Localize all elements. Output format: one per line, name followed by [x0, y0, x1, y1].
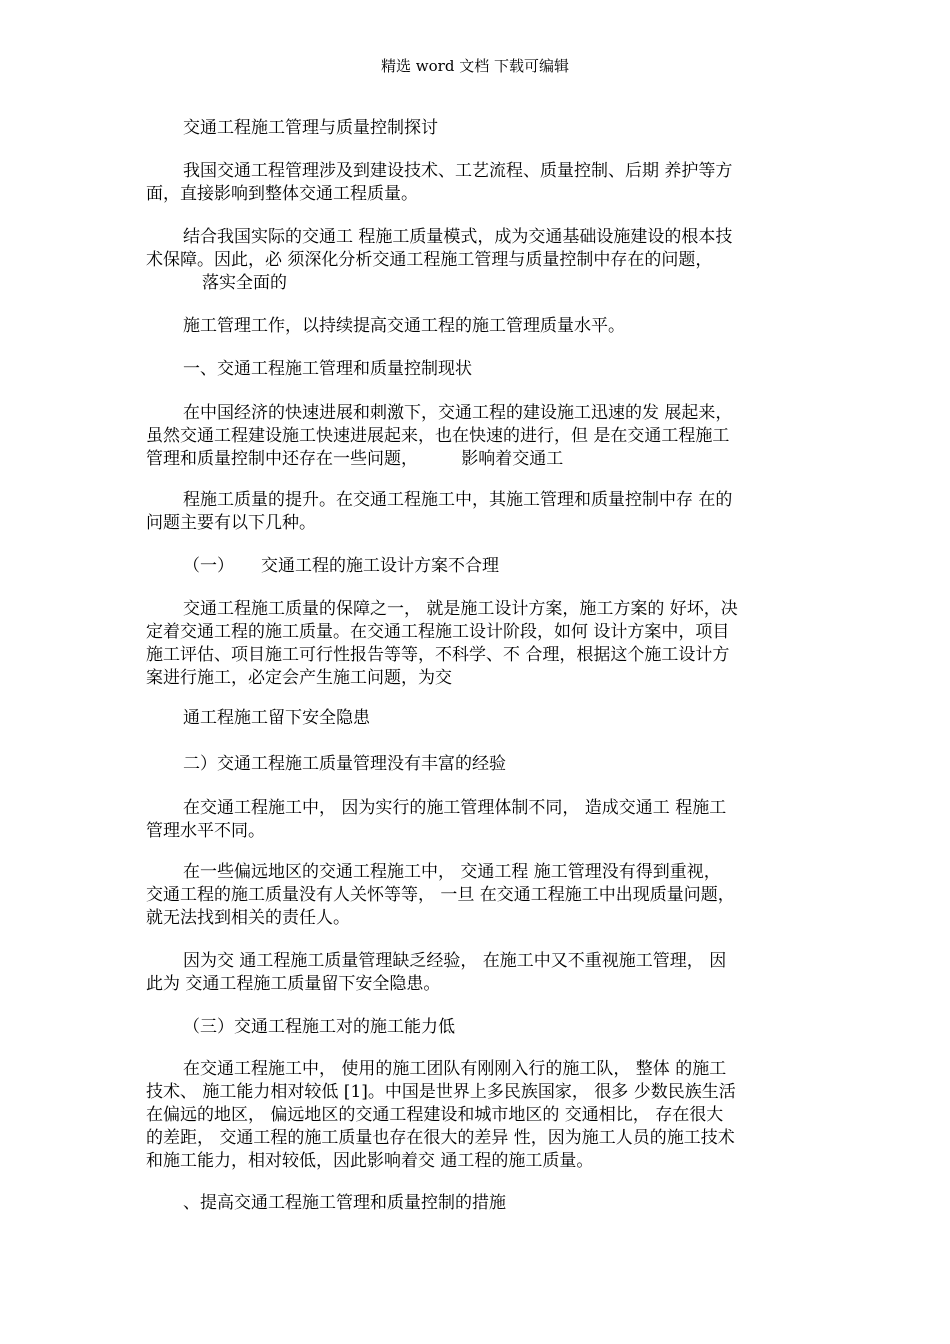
text-line: 在交通工程施工中， 因为实行的施工管理体制不同， 造成交通工 程施工	[183, 798, 727, 818]
text-line: 虽然交通工程建设施工快速进展起来，也在快速的进行，但 是在交通工程施工	[146, 426, 730, 446]
text-line: 就无法找到相关的责任人。	[146, 908, 350, 928]
heading-text: （三）交通工程施工对的施工能力低	[183, 1017, 455, 1037]
text-line: 通工程施工留下安全隐患	[183, 708, 370, 728]
paragraph-5	[146, 489, 806, 535]
text-line: 因为交 通工程施工质量管理缺乏经验， 在施工中又不重视施工管理， 因	[183, 951, 727, 971]
subsection-heading-3	[146, 1016, 806, 1039]
text-line: 我国交通工程管理涉及到建设技术、工艺流程、质量控制、后期 养护等方	[183, 161, 733, 181]
page-header: 精选 word 文档 下载可编辑	[381, 57, 569, 75]
text-line: 定着交通工程的施工质量。在交通工程施工设计阶段，如何 设计方案中，项目	[146, 622, 730, 642]
paragraph-7	[146, 707, 806, 730]
text-line: 的差距， 交通工程的施工质量也存在很大的差异 性，因为施工人员的施工技术	[146, 1128, 735, 1148]
text-line: 施工管理工作，以持续提高交通工程的施工管理质量水平。	[183, 316, 625, 336]
text-line: 管理水平不同。	[146, 821, 265, 841]
text-line: 在中国经济的快速进展和刺激下，交通工程的建设施工迅速的发 展起来，	[183, 403, 733, 423]
paragraph-10	[146, 950, 806, 996]
title-text: 交通工程施工管理与质量控制探讨	[183, 118, 438, 138]
text-line: 术保障。因此，必 须深化分析交通工程施工管理与质量控制中存在的问题，	[146, 250, 713, 270]
text-line: 落实全面的	[202, 273, 287, 293]
heading-text: 、提高交通工程施工管理和质量控制的措施	[183, 1193, 506, 1213]
paragraph-1	[146, 160, 806, 206]
text-line: 管理和质量控制中还存在一些问题， 影响着交通工	[146, 449, 564, 469]
text-line: 案进行施工，必定会产生施工问题，为交	[146, 668, 452, 688]
subsection-heading-2	[146, 753, 806, 776]
text-line: 施工评估、项目施工可行性报告等等，不科学、不 合理，根据这个施工设计方	[146, 645, 730, 665]
text-line: 此为 交通工程施工质量留下安全隐患。	[146, 974, 441, 994]
heading-text: （一） 交通工程的施工设计方案不合理	[183, 556, 500, 576]
section-heading-1	[146, 358, 806, 381]
paragraph-4	[146, 402, 806, 471]
text-line: 问题主要有以下几种。	[146, 513, 316, 533]
paragraph-3	[146, 315, 806, 338]
paragraph-2	[146, 226, 806, 295]
text-line: 面，直接影响到整体交通工程质量。	[146, 184, 418, 204]
heading-text: 一、交通工程施工管理和质量控制现状	[183, 359, 472, 379]
text-line: 交通工程施工质量的保障之一， 就是施工设计方案，施工方案的 好坏，决	[183, 599, 738, 619]
text-line: 和施工能力，相对较低，因此影响着交 通工程的施工质量。	[146, 1151, 594, 1171]
heading-text: 二）交通工程施工质量管理没有丰富的经验	[183, 754, 506, 774]
section-heading-2	[146, 1192, 806, 1215]
subsection-heading-1	[146, 555, 806, 578]
text-line: 结合我国实际的交通工 程施工质量模式，成为交通基础设施建设的根本技	[183, 227, 733, 247]
text-line: 在交通工程施工中， 使用的施工团队有刚刚入行的施工队， 整体 的施工	[183, 1059, 727, 1079]
document-title	[146, 117, 806, 140]
paragraph-9	[146, 861, 806, 930]
text-line: 在一些偏远地区的交通工程施工中， 交通工程 施工管理没有得到重视，	[183, 862, 721, 882]
text-line: 交通工程的施工质量没有人关怀等等， 一旦 在交通工程施工中出现质量问题，	[146, 885, 735, 905]
text-line: 技术、 施工能力相对较低 [1]。中国是世界上多民族国家， 很多 少数民族生活	[146, 1082, 736, 1102]
paragraph-11	[146, 1058, 806, 1173]
text-line: 程施工质量的提升。在交通工程施工中，其施工管理和质量控制中存 在的	[183, 490, 733, 510]
paragraph-8	[146, 797, 806, 843]
text-line: 在偏远的地区， 偏远地区的交通工程建设和城市地区的 交通相比， 存在很大	[146, 1105, 724, 1125]
paragraph-6	[146, 598, 806, 690]
